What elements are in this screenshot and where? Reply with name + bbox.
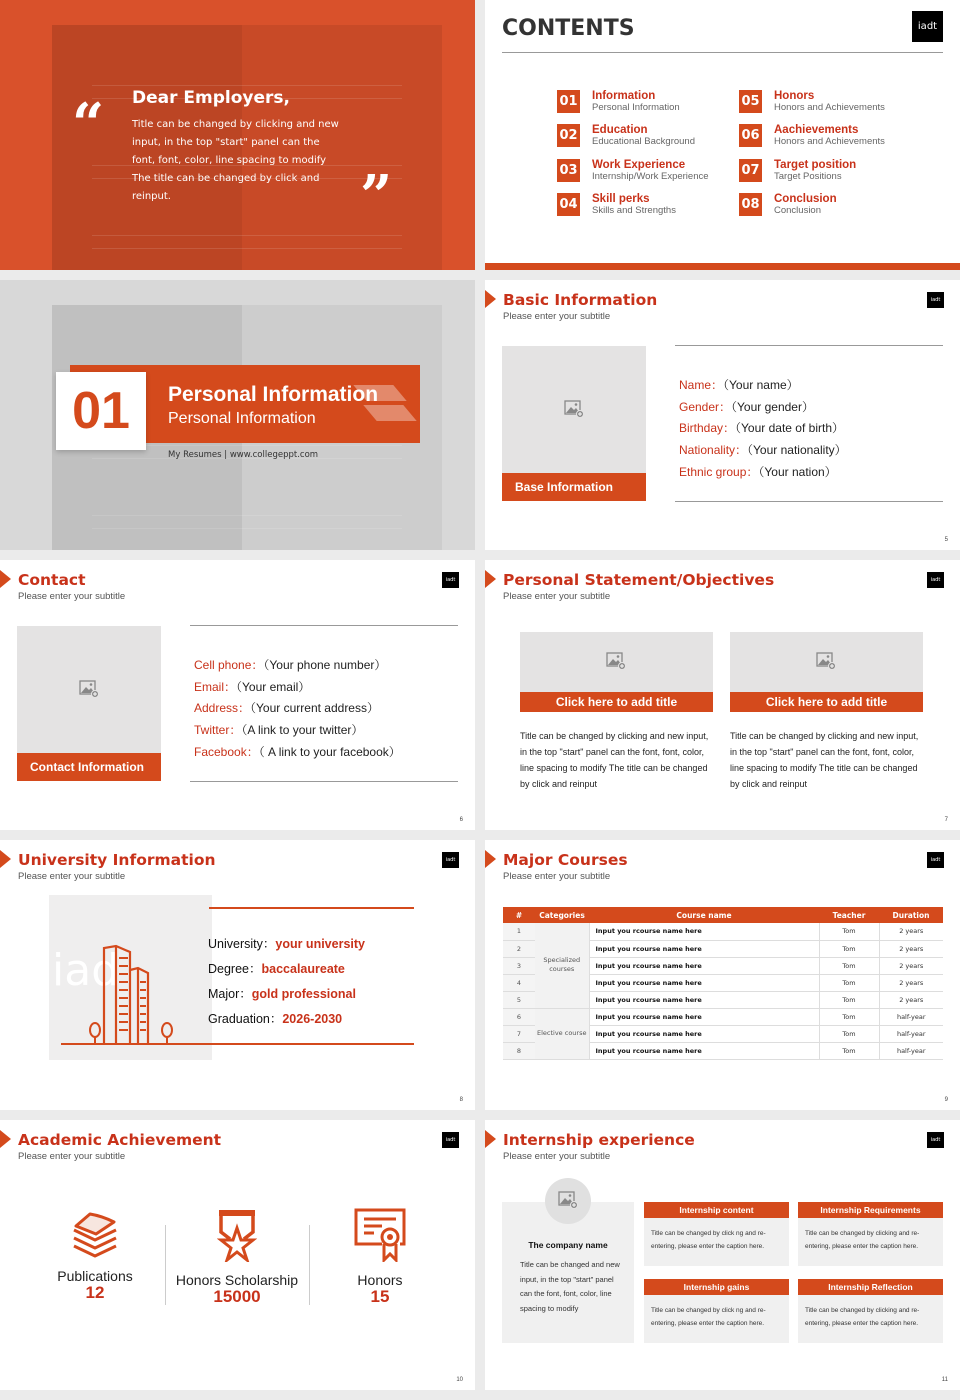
slide-section-01[interactable] xyxy=(0,280,475,550)
item-title: Education xyxy=(592,124,648,136)
item-number: 01 xyxy=(557,90,580,113)
item-title: Information xyxy=(592,90,656,102)
detail-university: University：your university xyxy=(208,937,365,951)
category-cell[interactable]: Elective course xyxy=(535,1008,589,1059)
field-name: Name：（Your name） xyxy=(679,378,799,392)
slide-subtitle: Please enter your subtitle xyxy=(503,591,611,602)
divider xyxy=(190,625,458,626)
iadt-logo: iadt xyxy=(912,11,943,42)
slide-contents[interactable] xyxy=(485,0,960,270)
category-cell[interactable]: Specialized courses xyxy=(535,923,589,1008)
slide-subtitle: Please enter your subtitle xyxy=(18,871,126,882)
slide-title: Internship experience xyxy=(503,1131,695,1149)
slide-title: Contact xyxy=(18,571,86,589)
achievement-honors-scholarship: Honors Scholarship 15000 xyxy=(162,1208,312,1306)
table-header: # Categories Course name Teacher Duration xyxy=(503,907,943,923)
slide-subtitle: Please enter your subtitle xyxy=(18,1151,126,1162)
contents-item-01[interactable] xyxy=(557,90,737,114)
cover-body: Title can be changed by clicking and new input, in the top "start" panel can the font, font, color, line spacing to modify The title can be changed by click and reinput. xyxy=(132,119,339,202)
contents-item-04[interactable] xyxy=(557,193,737,217)
slide-title: University Information xyxy=(18,851,216,869)
cover-title: Dear Employers, xyxy=(132,88,290,108)
table-row: 4 Input you rcourse name here Tom 2 years xyxy=(503,974,943,991)
courses-table xyxy=(503,907,943,1060)
field-birthday: Birthday：（Your date of birth） xyxy=(679,421,844,436)
item-number: 05 xyxy=(739,90,762,113)
table-row: 7 Input you rcourse name here Tom half-year xyxy=(503,1025,943,1042)
slide-university-information[interactable] xyxy=(0,840,475,1110)
card-body: Title can be changed by clicking and new input, in the top "start" panel can the font, font, color, line spacing to modify The title can be changed by click and reinput xyxy=(520,731,709,789)
field-nationality: Nationality：（Your nationality） xyxy=(679,443,847,458)
page-number: 10 xyxy=(456,1377,463,1383)
table-row: 8 Input you rcourse name here Tom half-year xyxy=(503,1042,943,1059)
item-number: 08 xyxy=(739,193,762,216)
item-title: Aachievements xyxy=(774,124,859,136)
header-arrow-icon xyxy=(0,570,11,588)
item-title: Conclusion xyxy=(774,193,837,205)
slide-title: Basic Information xyxy=(503,291,658,309)
iadt-logo: iadt xyxy=(442,852,459,868)
detail-graduation: Graduation：2026-2030 xyxy=(208,1012,343,1026)
buildings-icon xyxy=(80,940,190,1046)
contents-title: CONTENTS xyxy=(502,16,635,41)
contents-item-03[interactable] xyxy=(557,159,737,183)
section-title: Personal Information xyxy=(168,383,379,406)
contents-item-07[interactable] xyxy=(739,159,919,183)
iadt-logo: iadt xyxy=(442,572,459,588)
item-number: 06 xyxy=(739,124,762,147)
field-ethnic-group: Ethnic group：（Your nation） xyxy=(679,464,837,479)
insert-image-icon[interactable] xyxy=(606,652,626,670)
page-number: 11 xyxy=(941,1377,948,1383)
slide-subtitle: Please enter your subtitle xyxy=(503,311,611,322)
item-number: 02 xyxy=(557,124,580,147)
field-gender: Gender：（Your gender） xyxy=(679,399,814,414)
close-quote-icon: ” xyxy=(360,163,393,229)
page-number: 6 xyxy=(459,817,463,823)
internship-content-box: Internship content Title can be changed by click ng and re-entering, please enter the caption here. xyxy=(644,1202,789,1266)
field-address: Address：（Your current address） xyxy=(194,701,379,716)
detail-major: Major：gold professional xyxy=(208,987,356,1001)
books-icon xyxy=(68,1208,122,1258)
card-body: Title can be changed by clicking and new input, in the top "start" panel can the font, font, color, line spacing to modify The title can be changed by click and reinput xyxy=(730,731,919,789)
item-title: Work Experience xyxy=(592,159,686,171)
section-subtitle: Personal Information xyxy=(168,410,316,427)
table-row: 3 Input you rcourse name here Tom 2 years xyxy=(503,957,943,974)
university-details xyxy=(208,932,365,1032)
item-subtitle: Skills and Strengths xyxy=(592,205,676,216)
header-arrow-icon xyxy=(485,1130,496,1148)
field-cell-phone: Cell phone：（Your phone number） xyxy=(194,658,387,672)
field-twitter: Twitter：（A link to your twitter） xyxy=(194,723,364,738)
photo-caption: Base Information xyxy=(502,473,646,501)
item-title: Target position xyxy=(774,159,857,171)
divider xyxy=(61,1043,414,1045)
contents-item-08[interactable] xyxy=(739,193,919,217)
header-arrow-icon xyxy=(0,1130,11,1148)
company-logo-placeholder[interactable] xyxy=(545,1178,591,1224)
internship-reflection-box: Internship Reflection Title can be changed by clicking and re-entering, please enter the caption here. xyxy=(798,1279,943,1343)
detail-degree: Degree：baccalaureate xyxy=(208,962,345,976)
insert-image-icon[interactable] xyxy=(558,1191,578,1209)
statement-card-2[interactable] xyxy=(730,632,923,712)
iadt-logo: iadt xyxy=(927,572,944,588)
footer-bar xyxy=(485,263,960,270)
divider xyxy=(675,501,943,502)
item-subtitle: Honors and Achievements xyxy=(774,102,885,113)
header-arrow-icon xyxy=(485,850,496,868)
photo-placeholder[interactable] xyxy=(17,626,161,781)
contact-fields xyxy=(194,655,401,764)
open-quote-icon: “ xyxy=(72,91,105,157)
divider xyxy=(675,345,943,346)
slide-academic-achievement[interactable] xyxy=(0,1120,475,1390)
item-subtitle: Honors and Achievements xyxy=(774,136,885,147)
iadt-logo: iadt xyxy=(927,292,944,308)
slide-major-courses[interactable] xyxy=(485,840,960,1110)
contents-item-02[interactable] xyxy=(557,124,737,148)
insert-image-icon[interactable] xyxy=(79,680,99,698)
divider xyxy=(190,781,458,782)
card-title[interactable]: Click here to add title xyxy=(520,692,713,712)
certificate-icon xyxy=(354,1208,406,1262)
internship-requirements-box: Internship Requirements Title can be changed by clicking and re-entering, please enter the caption here. xyxy=(798,1202,943,1266)
slide-subtitle: Please enter your subtitle xyxy=(503,1151,611,1162)
item-number: 04 xyxy=(557,193,580,216)
item-title: Skill perks xyxy=(592,193,650,205)
statement-card-1[interactable] xyxy=(520,632,713,712)
info-fields xyxy=(679,375,847,484)
insert-image-icon[interactable] xyxy=(816,652,836,670)
table-row: 1 Specialized courses Input you rcourse name here Tom 2 years xyxy=(503,923,943,940)
item-subtitle: Educational Background xyxy=(592,136,695,147)
company-name: The company name xyxy=(528,1240,608,1250)
header-arrow-icon xyxy=(0,850,11,868)
item-title: Honors xyxy=(774,90,815,102)
achievement-honors: Honors 15 xyxy=(305,1208,455,1306)
slide-contact[interactable] xyxy=(0,560,475,830)
slide-internship-experience[interactable] xyxy=(485,1120,960,1390)
item-number: 07 xyxy=(739,159,762,182)
page-number: 8 xyxy=(459,1097,463,1103)
internship-gains-box: Internship gains Title can be changed by click ng and re-entering, please enter the caption here. xyxy=(644,1279,789,1343)
item-subtitle: Personal Information xyxy=(592,102,680,113)
slide-basic-information[interactable] xyxy=(485,280,960,550)
slide-cover[interactable] xyxy=(0,0,475,270)
insert-image-icon[interactable] xyxy=(564,400,584,418)
watermark: iad xyxy=(52,945,120,996)
field-facebook: Facebook：（ A link to your facebook） xyxy=(194,744,401,759)
achievement-publications: Publications 12 xyxy=(20,1208,170,1302)
slide-title: Personal Statement/Objectives xyxy=(503,571,775,589)
table-row: 6 Elective course Input you rcourse name here Tom half-year xyxy=(503,1008,943,1025)
item-subtitle: Conclusion xyxy=(774,205,821,216)
medal-icon xyxy=(217,1208,257,1262)
table-row: 2 Input you rcourse name here Tom 2 years xyxy=(503,940,943,957)
iadt-logo: iadt xyxy=(442,1132,459,1148)
item-subtitle: Internship/Work Experience xyxy=(592,171,709,182)
section-footer: My Resumes | www.collegeppt.com xyxy=(168,450,319,460)
iadt-logo: iadt xyxy=(927,1132,944,1148)
photo-caption: Contact Information xyxy=(17,753,161,781)
page-number: 5 xyxy=(944,537,948,543)
slide-title: Academic Achievement xyxy=(18,1131,222,1149)
page-number: 9 xyxy=(944,1097,948,1103)
company-description: Title can be changed and new input, in the top "start" panel can the font, font, color, line spacing to modify xyxy=(520,1260,620,1313)
slide-subtitle: Please enter your subtitle xyxy=(18,591,126,602)
slide-subtitle: Please enter your subtitle xyxy=(503,871,611,882)
card-title[interactable]: Click here to add title xyxy=(730,692,923,712)
slide-personal-statement[interactable] xyxy=(485,560,960,830)
item-subtitle: Target Positions xyxy=(774,171,842,182)
section-number: 01 xyxy=(56,372,146,450)
iadt-logo: iadt xyxy=(927,852,944,868)
slide-title: Major Courses xyxy=(503,851,628,869)
page-number: 7 xyxy=(944,817,948,823)
photo-placeholder[interactable] xyxy=(502,346,646,501)
header-arrow-icon xyxy=(485,570,496,588)
table-row: 5 Input you rcourse name here Tom 2 years xyxy=(503,991,943,1008)
contents-item-06[interactable] xyxy=(739,124,919,148)
item-number: 03 xyxy=(557,159,580,182)
header-arrow-icon xyxy=(485,290,496,308)
divider xyxy=(502,52,943,53)
divider xyxy=(209,907,414,909)
field-email: Email：（Your email） xyxy=(194,679,311,694)
contents-item-05[interactable] xyxy=(739,90,919,114)
